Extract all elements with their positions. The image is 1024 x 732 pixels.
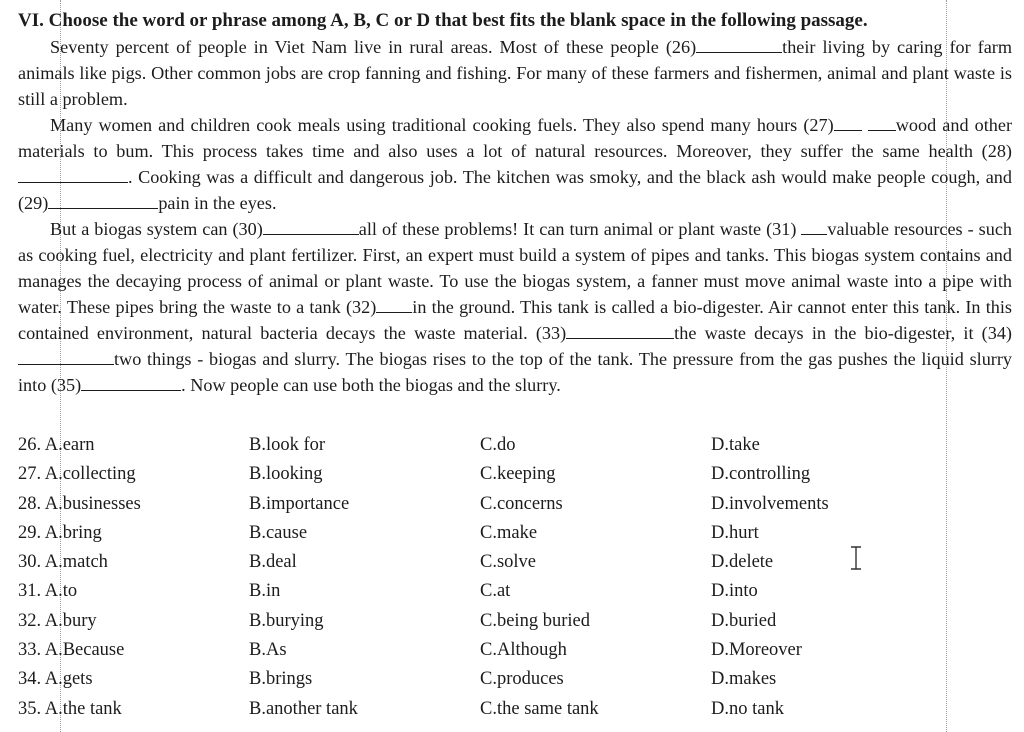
blank-28[interactable] — [18, 166, 128, 183]
option-d[interactable]: D.delete — [711, 552, 774, 573]
option-c[interactable]: C.at — [480, 581, 511, 602]
option-c[interactable]: C.make — [480, 522, 538, 543]
blank-26[interactable] — [696, 36, 782, 53]
passage-text: Seventy percent of people in Viet Nam live in rural areas. Most of these people (26) — [50, 37, 697, 57]
option-d[interactable]: D.controlling — [711, 464, 811, 485]
passage-paragraph-1 — [18, 34, 1012, 112]
option-c[interactable]: C.being buried — [480, 610, 590, 631]
blank-27[interactable] — [834, 114, 862, 131]
option-d[interactable]: D.no tank — [711, 698, 784, 719]
question-row-34 — [18, 665, 1008, 694]
passage-text: wood and other materials to bum. This process takes time and also uses a lot of natural resources. Moreover, they suffer the same health (28) — [18, 115, 1013, 161]
option-d[interactable]: D.take — [711, 435, 760, 455]
option-c[interactable]: C.keeping — [480, 464, 556, 485]
option-a[interactable]: 27. A.collecting — [18, 464, 136, 485]
passage-text: two things - biogas and slurry. The biogas rises to the top of the tank. The pressure from the gas pushes the liquid slurry into (35) — [18, 349, 1012, 395]
option-d[interactable]: D.involvements — [711, 493, 829, 514]
option-b[interactable]: B.deal — [249, 552, 297, 573]
passage-text: pain in the eyes. — [158, 193, 277, 213]
option-c[interactable]: C.do — [480, 435, 516, 455]
question-row-31 — [18, 577, 1008, 606]
blank-30[interactable] — [263, 218, 359, 235]
question-row-28 — [18, 490, 1008, 519]
question-row-29 — [18, 519, 1008, 548]
option-d[interactable]: D.Moreover — [711, 640, 802, 661]
question-row-26 — [18, 431, 1008, 460]
option-d[interactable]: D.hurt — [711, 522, 759, 543]
option-b[interactable]: B.looking — [249, 464, 323, 485]
option-b[interactable]: B.another tank — [249, 698, 358, 719]
option-d[interactable]: D.buried — [711, 610, 777, 631]
passage-text: . Cooking was a difficult and dangerous job. The kitchen was smoky, and the black ash would make people cough, and (29) — [18, 167, 1012, 213]
option-c[interactable]: C.Although — [480, 640, 567, 661]
passage-text: But a biogas system can (30) — [50, 219, 263, 239]
section-heading: VI. Choose the word or phrase among A, B, C or D that best fits the blank space in the following passage. — [18, 10, 868, 31]
blank-27-continued[interactable] — [868, 114, 896, 131]
option-c[interactable]: C.produces — [480, 669, 564, 690]
option-b[interactable]: B.burying — [249, 610, 324, 631]
passage-paragraph-2 — [18, 112, 1012, 216]
option-d[interactable]: D.into — [711, 581, 758, 602]
passage-text: . Now people can use both the biogas and the slurry. — [181, 375, 561, 395]
option-b[interactable]: B.brings — [249, 669, 313, 690]
blank-29[interactable] — [48, 192, 158, 209]
question-row-33 — [18, 636, 1008, 665]
option-b[interactable]: B.look for — [249, 435, 326, 455]
option-b[interactable]: B.cause — [249, 522, 308, 543]
text-cursor-icon — [849, 545, 863, 571]
option-a[interactable]: 28. A.businesses — [18, 493, 141, 514]
option-b[interactable]: B.importance — [249, 493, 350, 514]
option-b[interactable]: B.As — [249, 640, 287, 661]
option-a[interactable]: 33. A.Because — [18, 640, 125, 661]
option-c[interactable]: C.the same tank — [480, 698, 599, 719]
question-row-27 — [18, 460, 1008, 489]
option-a[interactable]: 34. A.gets — [18, 669, 93, 690]
blank-35[interactable] — [81, 374, 181, 391]
passage-text: their living by caring for farm animals like pigs. Other common jobs are crop fanning and fishing. For many of these farmers and fishermen, animal and plant waste is still a problem. — [18, 37, 1012, 109]
option-d[interactable]: D.makes — [711, 669, 777, 690]
passage-text: the waste decays in the bio-digester, it (34) — [674, 323, 1012, 343]
option-b[interactable]: B.in — [249, 581, 281, 602]
option-c[interactable]: C.concerns — [480, 493, 563, 514]
option-a[interactable]: 31. A.to — [18, 581, 78, 602]
blank-32[interactable] — [376, 296, 412, 313]
passage-text: in the ground. This tank is called a bio-digester. Air cannot enter this tank. In this contained environment, natural bacteria decays the waste material. (33) — [18, 297, 1012, 343]
option-a[interactable]: 29. A.bring — [18, 522, 102, 543]
blank-34[interactable] — [18, 348, 114, 365]
question-row-35 — [18, 695, 1008, 724]
answer-options — [18, 431, 1008, 724]
blank-31[interactable] — [801, 218, 827, 235]
passage-text: valuable resources - such as cooking fuel, electricity and plant fertilizer. First, an expert must build a system of pipes and tanks. This biogas system contains and manages the decaying process of animal or plant waste. To use the biogas system, a fanner must move animal waste into a pipe with water. These pipes bring the waste to a tank (32) — [18, 219, 1012, 317]
passage-paragraph-3 — [18, 216, 1012, 398]
option-a[interactable]: 26. A.earn — [18, 435, 95, 455]
option-a[interactable]: 32. A.bury — [18, 610, 97, 631]
passage-text: Many women and children cook meals using traditional cooking fuels. They also spend many hours (27) — [50, 115, 834, 135]
option-c[interactable]: C.solve — [480, 552, 537, 573]
blank-33[interactable] — [566, 322, 674, 339]
passage-text: all of these problems! It can turn animal or plant waste (31) — [358, 219, 797, 239]
option-a[interactable]: 35. A.the tank — [18, 698, 122, 719]
question-row-32 — [18, 607, 1008, 636]
document-page — [18, 8, 1012, 398]
option-a[interactable]: 30. A.match — [18, 552, 108, 573]
